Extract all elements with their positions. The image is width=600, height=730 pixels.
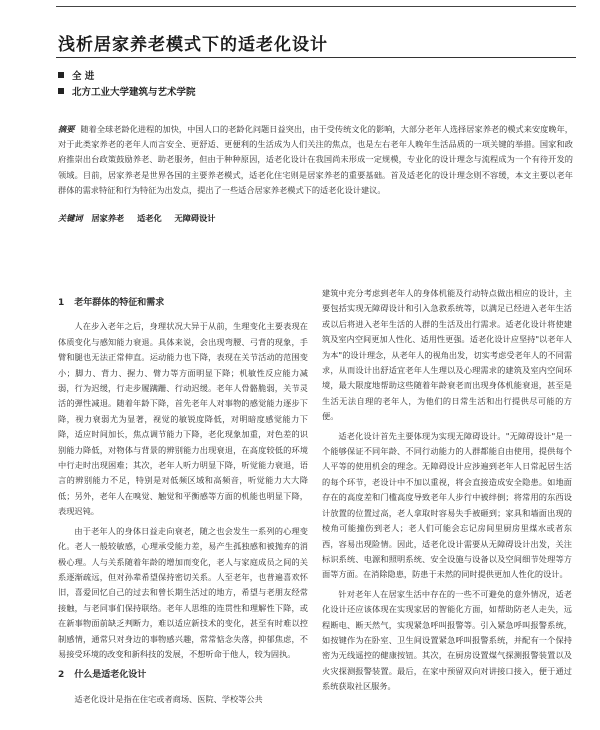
title-rule	[56, 57, 576, 58]
abstract-label: 摘要	[58, 124, 75, 134]
keywords	[58, 213, 225, 224]
keyword: 居家养老	[91, 213, 125, 223]
paragraph: 由于老年人的身体日益走向衰老，随之也会发生一系列的心理变化。老人一般较敏感，心理承受能力差，易产生孤独感和被抛弃的消极心理。人与关系随着年龄的增加而变化，老人与家庭成员之间的关系逐渐疏远，但对孙辈希望保持密切关系。人至老年，也普遍喜欢怀旧，喜爱回忆自己的过去和曾长期生活过的地方，希望与老朋友经常接触，与老同事们保持联络。老年人思维的连贯性和理解性下降，或在新事物面前缺乏判断力，难以适应新技术的变化，甚至有时难以控制感情，通常只对身边的事物感兴趣，常常惦念失落，抑郁焦虑，不易接受环境的改变和新科技的发展，不想听命于他人，较为固执。	[58, 525, 308, 659]
author-line	[58, 68, 94, 82]
section-2-heading	[58, 668, 308, 683]
section-title: 什么是适老化设计	[74, 670, 147, 681]
section-1-heading	[58, 296, 308, 311]
square-bullet-icon	[58, 72, 64, 78]
paragraph: 适老化设计是指在住宅或者商场、医院、学校等公共	[74, 693, 263, 704]
square-bullet-icon	[58, 88, 64, 94]
abstract-text: 随着全球老龄化进程的加快，中国人口的老龄化问题日益突出，由于受传统文化的影响，大部分老年人选择居家养老的模式来安度晚年，对于此类家养老的老年人而言安全、更舒适、更便利的生活成为人们关注的焦点，也是左右老年人晚年生活品质的一项关键的举措。国家和政府推崇出台政策鼓励养老、助老服务，但由于种种原因，适老化设计在我国尚未形成一定规模，专业化的设计理念与流程成为一个有待开发的领域。目前，居家养老是世界各国的主要养老模式，适老化住宅则是居家养老的重要基础。首及适老化的设计理念则不容缓，本文主要以老年群体的需求特征和行为特征为出发点，提出了一些适合居家养老模式下的适老化设计建议。	[58, 124, 573, 195]
right-column	[322, 286, 572, 699]
keyword: 无障碍设计	[174, 213, 216, 223]
paragraph: 人在步入老年之后，身理状况大异于从前，生理变化主要表现在体质变化与感知能力衰退。具体来说，会出现弯腰、弓背的现象，手臂和腿也无法正常伸直。运动能力也下降，表现在关节活动的范围变小；脚力、背力、握力、臂力等方面明显下降；机敏性反应能力减弱，行为迟缓，行走步履蹒跚、行动迟缓。老年人骨骼脆弱，关节灵活的弹性减退。随着年龄下降，首先老年人对事物的感觉能力逐步下降，视力衰弱尤为显著，视觉的敏锐度降低，对明暗度感觉能力下降，适应时间加长，焦点调节能力下降，老化现象加重，对色差的识别能力降低，对物体与背景的辨别能力出现衰退，在高度较低的环境中行走时出现困难；其次，老年人听力明显下降，听觉能力衰退，语言的辨别能力不足，特别是对低频区域和高频音，听觉能力大大降低；另外，老年人在嗅觉、触觉和平衡感等方面的机能也明显下降，表现迟钝。	[58, 321, 308, 517]
section-title: 老年群体的特征和需求	[74, 298, 165, 308]
top-rule	[56, 6, 576, 7]
section-number: 2	[58, 670, 65, 681]
author-affiliation: 北方工业大学建筑与艺术学院	[72, 87, 196, 98]
paragraph: 建筑中充分考虑到老年人的身体机能及行动特点做出相应的设计，主要包括实现无障碍设计和引入急救系统等，以满足已经进入老年生活或以后将进入老年生活的人群的生活及出行需求。适老化设计将使建筑及室内空间更加人性化、适用性更强。适老化设计应坚持"以老年人为本"的设计理念，从老年人的视角出发，切实考虑受老年人的不同需求，从而设计出舒适宜老年人生理以及心理需求的建筑及室内空间环境，最大限度地帮助这些随着年龄衰老而出现身体机能衰退，甚至是生活无法自理的老年人，为他们的日常生活和出行提供尽可能的方便。	[322, 288, 572, 422]
paragraph: 适老化设计首先主要体现为实现无障碍设计。"无障碍设计"是一个能够保证不同年龄、不同行动能力的人群都能自由使用，提供每个人平等的使用机会的理念。无障碍设计应涉遍到老年人日常起居生活的每个环节，老设计中不加以重视，将会直接造成安全隐患。如地面存在的高度差和门槛高度导致老年人步行中被绊倒；将常用的东西设计放置的位置过高，老人拿取时容易失手被砸到；家具和墙面出现的棱角可能撞伤到老人；老人们可能会忘记房间里厨房里煤水或者东西，容易出现险情。因此，适老化设计需要从无障碍设计出发，关注标识系统、电源和照明系统、安全设施与设备以及空间细节处理等方面等方面。在消除隐患，防患于未然的同时提供更加人性化的设计。	[322, 430, 572, 580]
abstract	[58, 122, 573, 198]
author-name: 全 进	[72, 71, 95, 82]
left-column	[58, 290, 308, 711]
article-title: 浅析居家养老模式下的适老化设计	[58, 35, 328, 55]
keyword: 适老化	[137, 213, 162, 223]
keywords-label: 关键词	[58, 213, 83, 223]
section-number: 1	[58, 298, 65, 308]
affiliation-line	[58, 84, 196, 98]
paragraph: 针对老年人在居家生活中存在的一些不可避免的意外情况，适老化设计还应该体现在实现家居的智能化方面，如帮助防老人走失，远程断电、断天然气，实现紧急呼叫报警等。引入紧急呼叫报警系统，如按键作为在卧室、卫生间设置紧急呼叫报警系统，并配有一个保持密为无线遥控的健康按钮。其次，在厨房设置煤气探测报警装置以及火灾探测报警装置。最后，在家中预留双向对讲接口接入，便于通过系统获取社区服务。	[322, 588, 572, 692]
